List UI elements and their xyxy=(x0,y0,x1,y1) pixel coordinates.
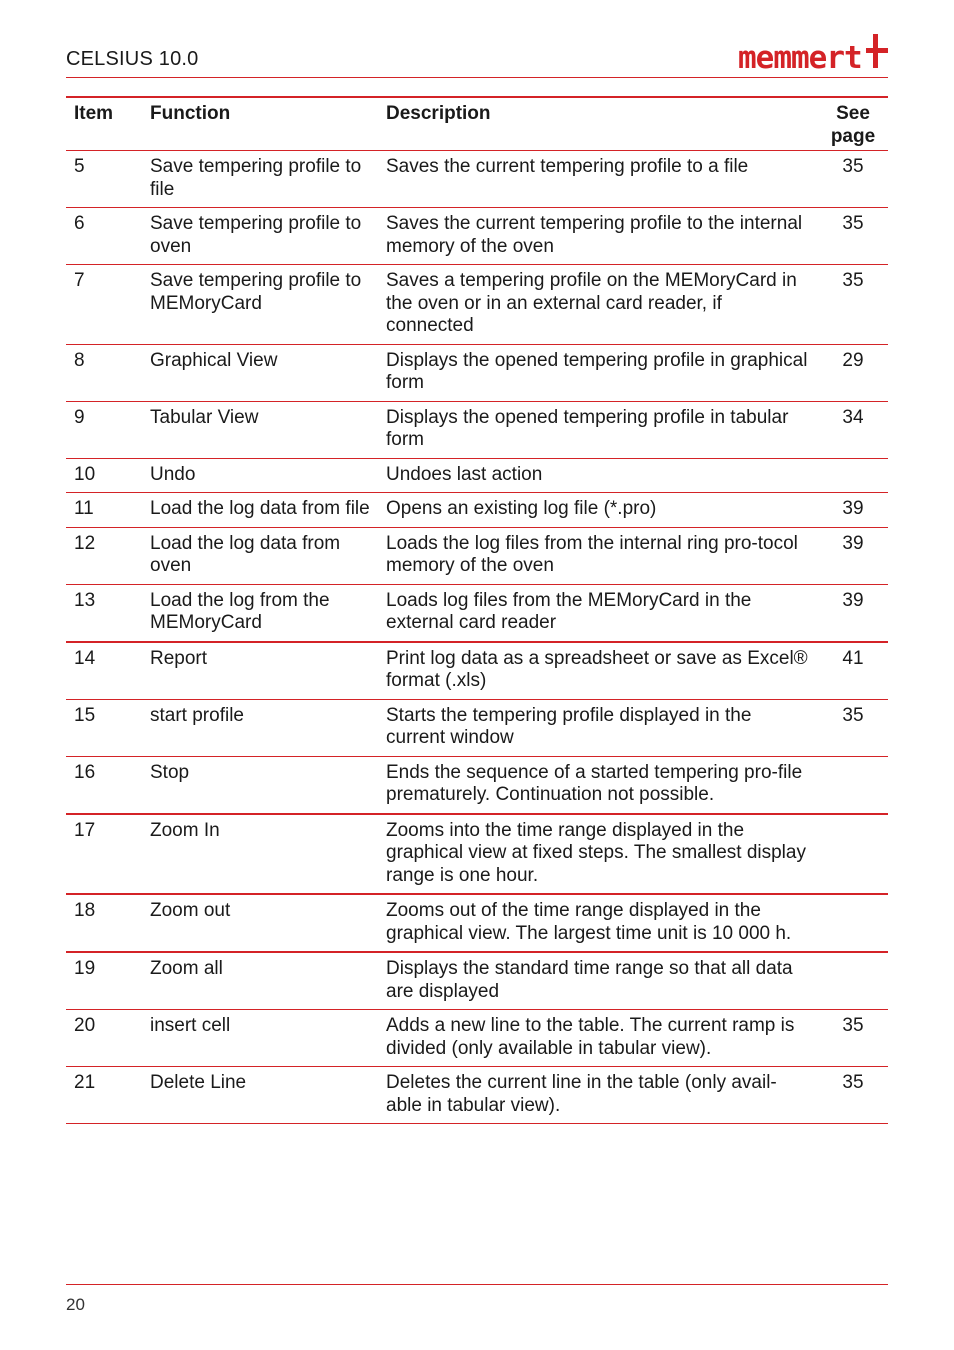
cell-item: 12 xyxy=(66,527,142,584)
cell-item: 9 xyxy=(66,401,142,458)
cell-function: Zoom all xyxy=(142,952,378,1010)
cell-description: Opens an existing log file (*.pro) xyxy=(378,493,818,528)
cell-see-page: 29 xyxy=(818,344,888,401)
cell-see-page: 35 xyxy=(818,1067,888,1124)
cell-description: Zooms into the time range displayed in the graphical view at fixed steps. The smallest display range is one hour. xyxy=(378,814,818,895)
cell-description: Ends the sequence of a started tempering pro-file prematurely. Continuation not possible. xyxy=(378,756,818,814)
cell-function: Zoom out xyxy=(142,894,378,952)
column-header-function: Function xyxy=(142,97,378,151)
cell-see-page xyxy=(818,952,888,1010)
cell-description: Displays the opened tempering profile in tabular form xyxy=(378,401,818,458)
cell-description: Starts the tempering profile displayed in the current window xyxy=(378,699,818,756)
table-row xyxy=(66,527,888,584)
table-row xyxy=(66,401,888,458)
table-body xyxy=(66,151,888,1124)
logo-horizontal-stroke xyxy=(866,48,888,53)
table-row xyxy=(66,894,888,952)
cell-function: Undo xyxy=(142,458,378,493)
page-number: 20 xyxy=(66,1295,85,1314)
table-row xyxy=(66,265,888,345)
cell-function: Load the log from the MEMoryCard xyxy=(142,584,378,642)
cell-see-page xyxy=(818,756,888,814)
logo-wordmark: memmert xyxy=(738,40,862,72)
cell-function: insert cell xyxy=(142,1010,378,1067)
cell-see-page: 39 xyxy=(818,584,888,642)
cell-function: Delete Line xyxy=(142,1067,378,1124)
cell-item: 16 xyxy=(66,756,142,814)
table-row xyxy=(66,699,888,756)
cell-see-page: 39 xyxy=(818,527,888,584)
cell-see-page: 39 xyxy=(818,493,888,528)
cell-see-page: 34 xyxy=(818,401,888,458)
cell-function: Tabular View xyxy=(142,401,378,458)
cell-item: 10 xyxy=(66,458,142,493)
cell-see-page: 35 xyxy=(818,699,888,756)
cell-description: Zooms out of the time range displayed in the graphical view. The largest time unit is 10 000 h. xyxy=(378,894,818,952)
cell-description: Saves the current tempering profile to the internal memory of the oven xyxy=(378,208,818,265)
cell-item: 14 xyxy=(66,642,142,700)
cell-see-page xyxy=(818,814,888,895)
function-table xyxy=(66,96,888,1124)
cell-function: Stop xyxy=(142,756,378,814)
cell-function: Save tempering profile to MEMoryCard xyxy=(142,265,378,345)
table-row xyxy=(66,756,888,814)
cell-function: Graphical View xyxy=(142,344,378,401)
table-row xyxy=(66,151,888,208)
cell-function: Load the log data from file xyxy=(142,493,378,528)
table-row xyxy=(66,584,888,642)
cell-description: Loads the log files from the internal ring pro-tocol memory of the oven xyxy=(378,527,818,584)
table-row xyxy=(66,814,888,895)
table-row xyxy=(66,952,888,1010)
cell-function: start profile xyxy=(142,699,378,756)
cell-item: 15 xyxy=(66,699,142,756)
cell-function: Load the log data from oven xyxy=(142,527,378,584)
cell-see-page xyxy=(818,894,888,952)
table-row xyxy=(66,493,888,528)
column-header-description: Description xyxy=(378,97,818,151)
cell-description: Loads log files from the MEMoryCard in the external card reader xyxy=(378,584,818,642)
cell-see-page: 35 xyxy=(818,208,888,265)
table-row xyxy=(66,1067,888,1124)
cell-item: 17 xyxy=(66,814,142,895)
header-rule xyxy=(66,77,888,78)
cell-see-page: 35 xyxy=(818,151,888,208)
document-title: CELSIUS 10.0 xyxy=(66,48,199,70)
cell-item: 19 xyxy=(66,952,142,1010)
memmert-logo xyxy=(738,30,890,72)
cell-item: 20 xyxy=(66,1010,142,1067)
cell-see-page: 35 xyxy=(818,1010,888,1067)
cell-item: 18 xyxy=(66,894,142,952)
cell-description: Saves the current tempering profile to a file xyxy=(378,151,818,208)
table-row xyxy=(66,1010,888,1067)
cell-item: 11 xyxy=(66,493,142,528)
cell-see-page: 41 xyxy=(818,642,888,700)
cell-see-page: 35 xyxy=(818,265,888,345)
cell-function: Zoom In xyxy=(142,814,378,895)
cell-function: Save tempering profile to oven xyxy=(142,208,378,265)
cell-description: Adds a new line to the table. The current ramp is divided (only available in tabular view). xyxy=(378,1010,818,1067)
cell-description: Deletes the current line in the table (only avail-able in tabular view). xyxy=(378,1067,818,1124)
table-row xyxy=(66,642,888,700)
cell-description: Undoes last action xyxy=(378,458,818,493)
cell-function: Save tempering profile to file xyxy=(142,151,378,208)
table-row xyxy=(66,344,888,401)
column-header-see-page: See page xyxy=(818,97,888,151)
cell-item: 21 xyxy=(66,1067,142,1124)
cell-description: Print log data as a spreadsheet or save as Excel® format (.xls) xyxy=(378,642,818,700)
footer-rule xyxy=(66,1284,888,1285)
cell-description: Displays the standard time range so that all data are displayed xyxy=(378,952,818,1010)
cell-item: 13 xyxy=(66,584,142,642)
table-header-row xyxy=(66,97,888,151)
cell-item: 5 xyxy=(66,151,142,208)
column-header-item: Item xyxy=(66,97,142,151)
cell-see-page xyxy=(818,458,888,493)
cell-description: Saves a tempering profile on the MEMoryCard in the oven or in an external card reader, if connected xyxy=(378,265,818,345)
cell-item: 8 xyxy=(66,344,142,401)
cell-description: Displays the opened tempering profile in graphical form xyxy=(378,344,818,401)
cell-function: Report xyxy=(142,642,378,700)
cell-item: 7 xyxy=(66,265,142,345)
table-row xyxy=(66,458,888,493)
table-row xyxy=(66,208,888,265)
cell-item: 6 xyxy=(66,208,142,265)
